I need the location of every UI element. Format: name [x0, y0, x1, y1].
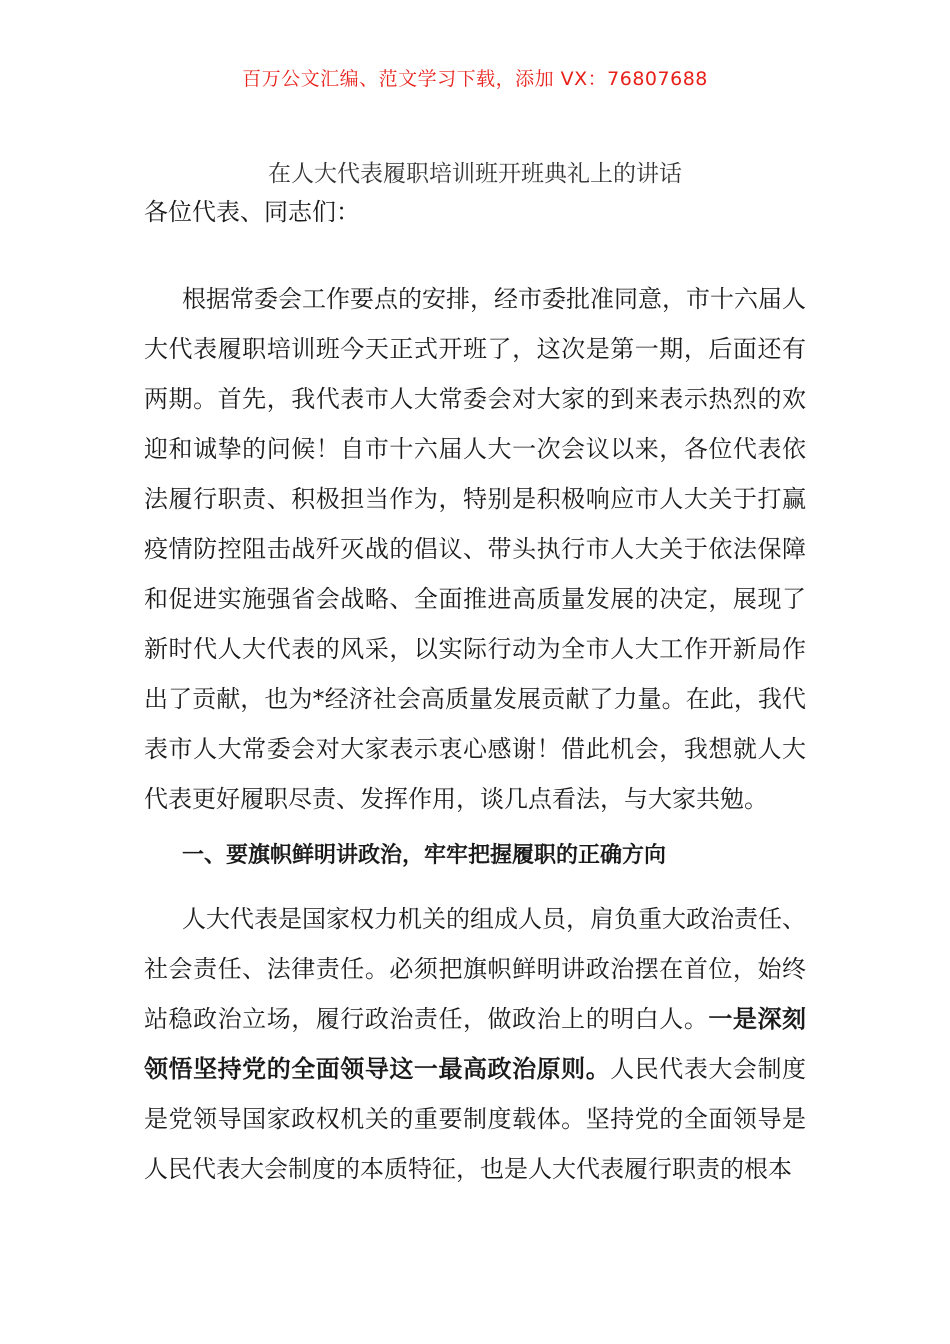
promo-banner: 百万公文汇编、范文学习下载，添加 VX：76807688: [242, 68, 708, 90]
paragraph-section-1: [144, 894, 806, 1194]
section-heading-1: 一、要旗帜鲜明讲政治，牢牢把握履职的正确方向: [182, 843, 667, 868]
paragraph-text: 人大代表是国家权力机关的组成人员，肩负重大政治责任、社会责任、法律责任。必须把旗帜鲜明讲政治摆在首位，始终站稳政治立场，履行政治责任，做政治上的明白人。: [144, 905, 806, 1033]
salutation: 各位代表、同志们：: [144, 198, 360, 226]
document-title: 在人大代表履职培训班开班典礼上的讲话: [268, 161, 682, 187]
paragraph-text: 人民代表大会制度是党领导国家政权机关的重要制度载体。坚持党的全面领导是人民代表大会制度的本质特征，也是人大代表履行职责的根本: [144, 1055, 807, 1183]
emphasis-text: 一是深刻领悟坚持党的全面领导这一最高政治原则。: [144, 1005, 807, 1083]
paragraph-opening: 根据常委会工作要点的安排，经市委批准同意，市十六届人大代表履职培训班今天正式开班了，这次是第一期，后面还有两期。首先，我代表市人大常委会对大家的到来表示热烈的欢迎和诚挚的问候！自市十六届人大一次会议以来，各位代表依法履行职责、积极担当作为，特别是积极响应市人大关于打赢疫情防控阻击战歼灭战的倡议、带头执行市人大关于依法保障和促进实施强省会战略、全面推进高质量发展的决定，展现了新时代人大代表的风采，以实际行动为全市人大工作开新局作出了贡献，也为*经济社会高质量发展贡献了力量。在此，我代表市人大常委会对大家表示衷心感谢！借此机会，我想就人大代表更好履职尽责、发挥作用，谈几点看法，与大家共勉。: [144, 285, 806, 813]
